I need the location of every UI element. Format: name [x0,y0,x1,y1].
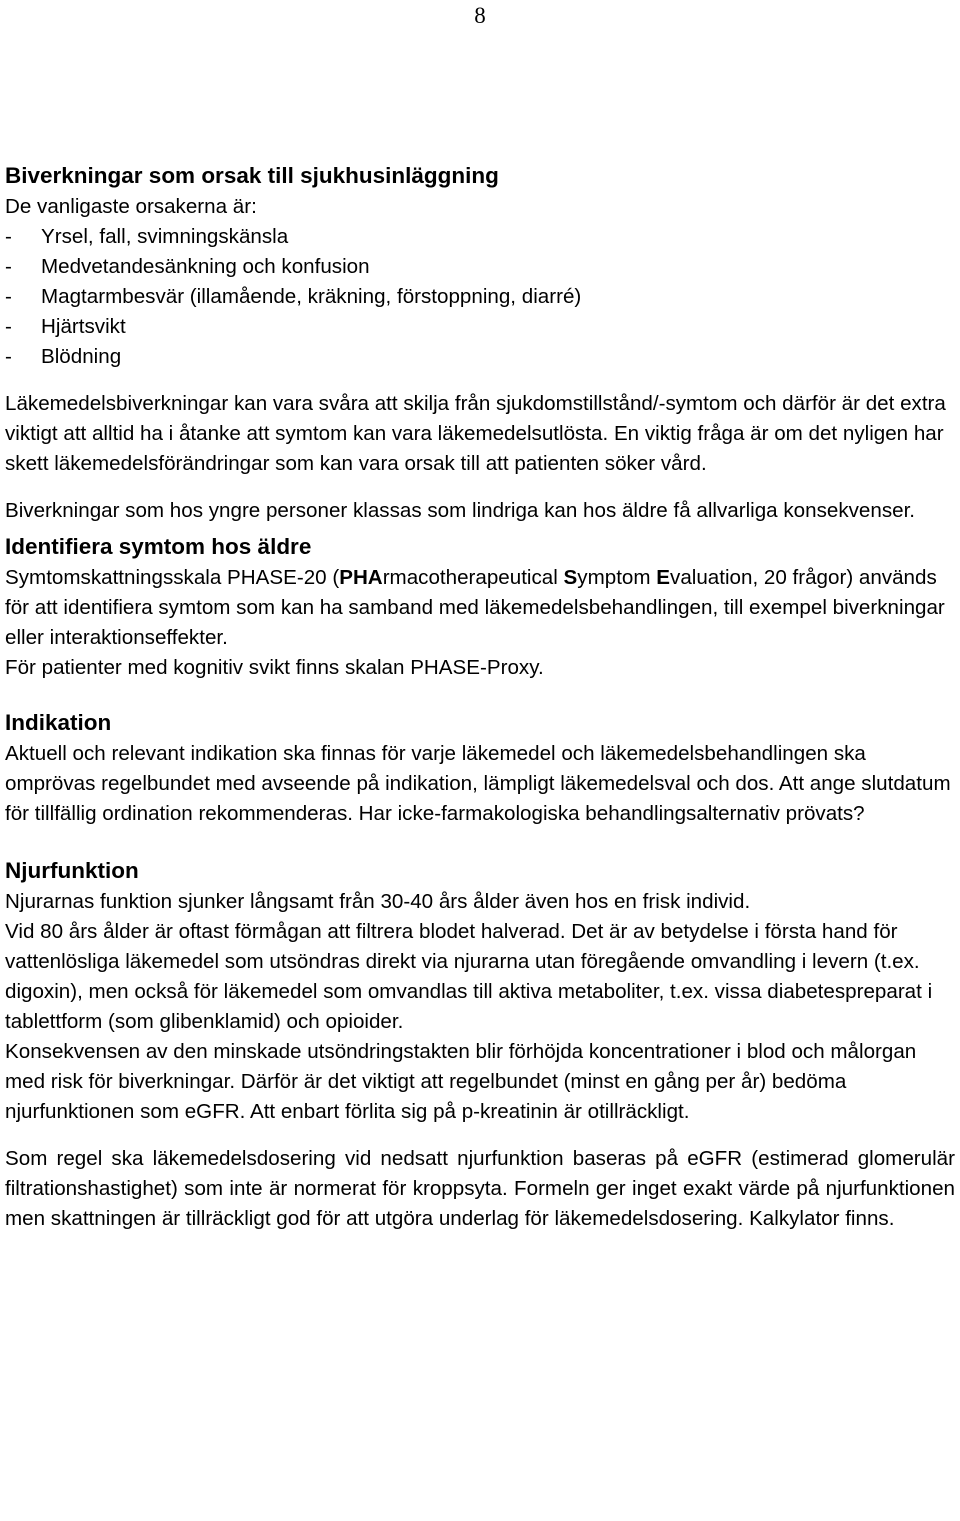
paragraph-phase20 [5,563,955,653]
heading-biverkningar: Biverkningar som orsak till sjukhusinläggning [5,163,499,188]
heading-indikation: Indikation [5,710,112,735]
paragraph-njurfunktion-2: Konsekvensen av den minskade utsöndringstakten blir förhöjda koncentrationer i blod och målorgan med risk för biverkningar. Därför är det viktigt att regelbundet (minst en gång per år) bedöma njurfunktionen som eGFR. Att enbart förlita sig på p-kreatinin är otillräckligt. [5,1040,917,1123]
paragraph-njurfunktion-1: Vid 80 års ålder är oftast förmågan att filtrera blodet halverad. Det är av betydelse i första hand för vattenlösliga läkemedel som utsöndras direkt via njurarna utan föregående omvandling i levern (t.ex. digoxin), men också för läkemedel som omvandlas till aktiva metaboliter, t.ex. vissa diabetespreparat i tablettform (som glibenklamid) och opioider. [5,920,933,1033]
dash-bullet: - [5,225,12,248]
list-item [5,312,955,342]
paragraph-biverkningar-1: Läkemedelsbiverkningar kan vara svåra att skilja från sjukdomstillstånd/-symtom och därför är det extra viktigt att alltid ha i åtanke att symtom kan vara läkemedelsutlösta. En viktig fråga är om det nyligen har skett läkemedelsförändringar som kan vara orsak till att patienten söker vård. [5,392,946,475]
bold-run: S [563,566,578,589]
cause-list [5,222,955,372]
paragraph-phase-proxy: För patienter med kognitiv svikt finns skalan PHASE-Proxy. [5,656,544,679]
dash-bullet: - [5,255,12,278]
dash-bullet: - [5,285,12,308]
list-item [5,282,955,312]
text-run: Symtomskattningsskala PHASE-20 ( [5,566,340,589]
paragraph-njurfunktion-intro: Njurarnas funktion sjunker långsamt från 30-40 års ålder även hos en frisk individ. [5,890,751,913]
list-item [5,222,955,252]
list-item-text: Hjärtsvikt [41,315,126,338]
text-run: valuation, 20 frågor) används för att identifiera symtom som kan ha samband med läkemedelsbehandlingen, till exempel biverkningar eller interaktionseffekter. [5,566,945,649]
list-item-text: Blödning [41,345,122,368]
text-run: rmacotherapeutical [382,566,564,589]
list-item-text: Yrsel, fall, svimningskänsla [41,225,289,248]
paragraph-njurfunktion-3: Som regel ska läkemedelsdosering vid nedsatt njurfunktion baseras på eGFR (estimerad glomerulär filtrationshastighet) som inte är normerat för kroppsyta. Formeln ger inget exakt värde på njurfunktionen men skattningen är tillräckligt god för att utgöra underlag för läkemedelsdosering. Kalkylator finns. [5,1147,955,1230]
list-item [5,252,955,282]
bold-run: E [656,566,671,589]
document-body [5,160,955,1234]
list-item [5,342,955,372]
text-run: ymptom [577,566,657,589]
list-item-text: Magtarmbesvär (illamående, kräkning, förstoppning, diarré) [41,285,582,308]
dash-bullet: - [5,315,12,338]
dash-bullet: - [5,345,12,368]
paragraph-indikation: Aktuell och relevant indikation ska finnas för varje läkemedel och läkemedelsbehandlingen ska omprövas regelbundet med avseende på indikation, lämpligt läkemedelsval och dos. Att ange slutdatum för tillfällig ordination rekommenderas. Har icke-farmakologiska behandlingsalternativ prövats? [5,742,951,825]
heading-identifiera-symtom: Identifiera symtom hos äldre [5,534,312,559]
paragraph-biverkningar-2: Biverkningar som hos yngre personer klassas som lindriga kan hos äldre få allvarliga konsekvenser. [5,499,916,522]
page-number: 8 [474,3,486,28]
intro-text: De vanligaste orsakerna är: [5,195,257,218]
bold-run: PHA [339,566,383,589]
heading-njurfunktion: Njurfunktion [5,858,139,883]
list-item-text: Medvetandesänkning och konfusion [41,255,370,278]
